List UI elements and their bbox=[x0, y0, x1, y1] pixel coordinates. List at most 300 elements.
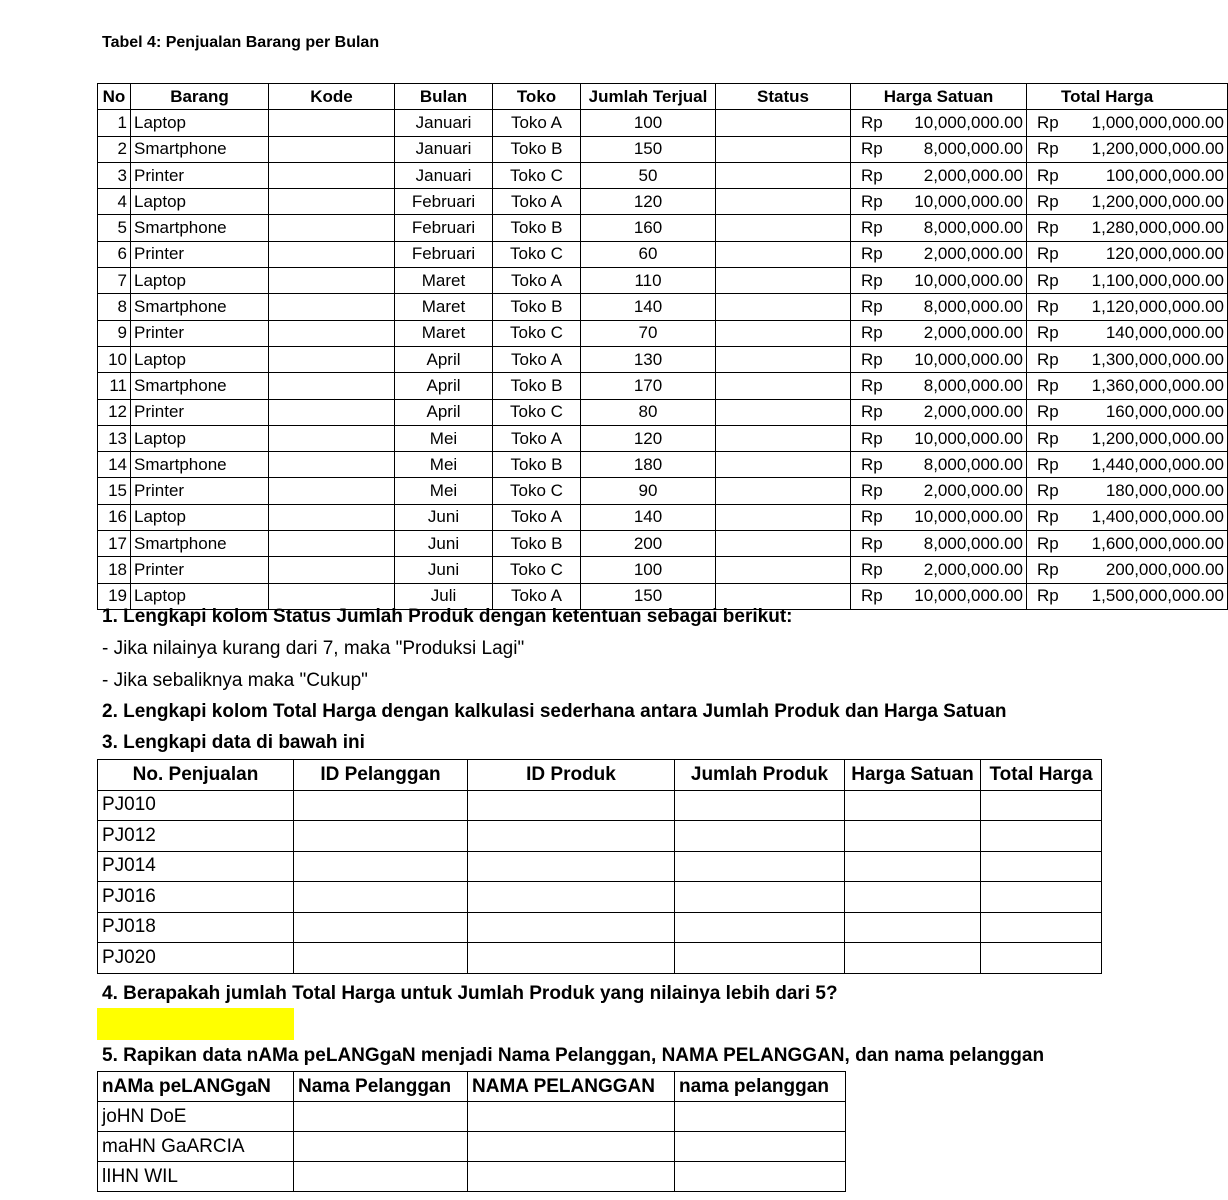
summary-empty-cell[interactable] bbox=[845, 912, 981, 943]
row-no[interactable]: 9 bbox=[98, 320, 131, 346]
summary-row bbox=[98, 943, 1102, 974]
total-harga-value: 1,000,000,000.00 bbox=[1091, 112, 1224, 132]
customer-empty-cell[interactable] bbox=[675, 1162, 846, 1192]
row-no[interactable]: 2 bbox=[98, 136, 131, 162]
row-nama-raw[interactable]: lIHN WIL bbox=[98, 1162, 294, 1192]
harga-satuan-wrap bbox=[861, 139, 1023, 159]
row-bulan[interactable]: Februari bbox=[395, 241, 493, 267]
row-status[interactable] bbox=[716, 320, 851, 346]
row-bulan[interactable]: Februari bbox=[395, 189, 493, 215]
row-status[interactable] bbox=[716, 215, 851, 241]
row-no[interactable]: 7 bbox=[98, 268, 131, 294]
row-status[interactable] bbox=[716, 504, 851, 530]
customer-empty-cell[interactable] bbox=[468, 1102, 675, 1132]
row-jumlah[interactable]: 120 bbox=[581, 189, 716, 215]
row-kode[interactable] bbox=[269, 504, 395, 530]
row-kode[interactable] bbox=[269, 346, 395, 372]
row-status[interactable] bbox=[716, 557, 851, 583]
row-jumlah[interactable]: 160 bbox=[581, 215, 716, 241]
question-2: 2. Lengkapi kolom Total Harga dengan kalkulasi sederhana antara Jumlah Produk dan Harga Satuan bbox=[102, 701, 1007, 722]
row-jumlah[interactable]: 150 bbox=[581, 583, 716, 609]
summary-empty-cell[interactable] bbox=[981, 912, 1102, 943]
row-barang[interactable]: Printer bbox=[131, 162, 269, 188]
row-nama-raw[interactable]: maHN GaARCIA bbox=[98, 1132, 294, 1162]
row-jumlah[interactable]: 200 bbox=[581, 531, 716, 557]
row-bulan[interactable]: Maret bbox=[395, 320, 493, 346]
row-no[interactable]: 15 bbox=[98, 478, 131, 504]
row-no[interactable]: 6 bbox=[98, 241, 131, 267]
customer-empty-cell[interactable] bbox=[675, 1102, 846, 1132]
row-jumlah[interactable]: 80 bbox=[581, 399, 716, 425]
row-bulan[interactable]: Maret bbox=[395, 268, 493, 294]
row-toko[interactable]: Toko B bbox=[493, 452, 581, 478]
summary-header-row bbox=[98, 760, 1102, 791]
row-harga-satuan[interactable] bbox=[851, 531, 1027, 557]
row-toko[interactable]: Toko A bbox=[493, 425, 581, 451]
sales-table-row bbox=[98, 241, 1228, 267]
col-header-no-penjualan: No. Penjualan bbox=[98, 760, 294, 791]
row-total-harga[interactable] bbox=[1027, 399, 1228, 425]
row-status[interactable] bbox=[716, 162, 851, 188]
row-kode[interactable] bbox=[269, 478, 395, 504]
harga-satuan-value: 8,000,000.00 bbox=[923, 454, 1023, 474]
harga-satuan-wrap bbox=[861, 481, 1023, 501]
row-no-penjualan[interactable]: PJ016 bbox=[98, 882, 294, 913]
col-header-status: Status bbox=[716, 84, 851, 110]
row-jumlah[interactable]: 60 bbox=[581, 241, 716, 267]
summary-empty-cell[interactable] bbox=[294, 821, 468, 852]
row-harga-satuan[interactable] bbox=[851, 110, 1027, 136]
harga-satuan-value: 10,000,000.00 bbox=[914, 270, 1023, 290]
summary-empty-cell[interactable] bbox=[981, 882, 1102, 913]
summary-empty-cell[interactable] bbox=[675, 821, 845, 852]
summary-empty-cell[interactable] bbox=[845, 790, 981, 821]
sales-table-row bbox=[98, 215, 1228, 241]
row-no-penjualan[interactable]: PJ020 bbox=[98, 943, 294, 974]
summary-empty-cell[interactable] bbox=[981, 851, 1102, 882]
row-status[interactable] bbox=[716, 110, 851, 136]
customer-empty-cell[interactable] bbox=[294, 1102, 468, 1132]
summary-empty-cell[interactable] bbox=[294, 851, 468, 882]
row-toko[interactable]: Toko C bbox=[493, 399, 581, 425]
harga-satuan-wrap bbox=[861, 166, 1023, 186]
row-toko[interactable]: Toko A bbox=[493, 346, 581, 372]
row-no[interactable]: 3 bbox=[98, 162, 131, 188]
summary-empty-cell[interactable] bbox=[468, 851, 675, 882]
row-total-harga[interactable] bbox=[1027, 425, 1228, 451]
col-header-id-pelanggan: ID Pelanggan bbox=[294, 760, 468, 791]
harga-satuan-value: 8,000,000.00 bbox=[923, 218, 1023, 238]
row-barang[interactable]: Smartphone bbox=[131, 531, 269, 557]
row-toko[interactable]: Toko A bbox=[493, 110, 581, 136]
customer-name-table bbox=[97, 1071, 846, 1192]
row-kode[interactable] bbox=[269, 294, 395, 320]
row-no[interactable]: 8 bbox=[98, 294, 131, 320]
row-total-harga[interactable] bbox=[1027, 583, 1228, 609]
row-barang[interactable]: Smartphone bbox=[131, 373, 269, 399]
row-toko[interactable]: Toko A bbox=[493, 583, 581, 609]
row-toko[interactable]: Toko B bbox=[493, 531, 581, 557]
total-harga-wrap bbox=[1037, 323, 1224, 343]
row-kode[interactable] bbox=[269, 557, 395, 583]
row-barang[interactable]: Laptop bbox=[131, 504, 269, 530]
summary-empty-cell[interactable] bbox=[294, 912, 468, 943]
row-harga-satuan[interactable] bbox=[851, 583, 1027, 609]
row-jumlah[interactable]: 100 bbox=[581, 110, 716, 136]
summary-empty-cell[interactable] bbox=[675, 882, 845, 913]
customer-empty-cell[interactable] bbox=[294, 1132, 468, 1162]
row-no-penjualan[interactable]: PJ012 bbox=[98, 821, 294, 852]
row-toko[interactable]: Toko C bbox=[493, 478, 581, 504]
harga-satuan-value: 10,000,000.00 bbox=[914, 507, 1023, 527]
row-barang[interactable]: Smartphone bbox=[131, 452, 269, 478]
row-no[interactable]: 17 bbox=[98, 531, 131, 557]
harga-satuan-wrap bbox=[861, 192, 1023, 212]
row-barang[interactable]: Smartphone bbox=[131, 215, 269, 241]
row-toko[interactable]: Toko A bbox=[493, 268, 581, 294]
summary-empty-cell[interactable] bbox=[845, 882, 981, 913]
row-toko[interactable]: Toko B bbox=[493, 294, 581, 320]
row-jumlah[interactable]: 140 bbox=[581, 294, 716, 320]
summary-empty-cell[interactable] bbox=[845, 851, 981, 882]
total-harga-value: 180,000,000.00 bbox=[1105, 481, 1224, 501]
currency-label: Rp bbox=[1037, 218, 1059, 238]
total-harga-value: 1,600,000,000.00 bbox=[1091, 533, 1224, 553]
currency-label: Rp bbox=[861, 244, 883, 264]
row-no[interactable]: 11 bbox=[98, 373, 131, 399]
question-1-rule-b: - Jika sebaliknya maka "Cukup" bbox=[102, 670, 368, 691]
row-bulan[interactable]: Mei bbox=[395, 452, 493, 478]
row-toko[interactable]: Toko C bbox=[493, 241, 581, 267]
row-harga-satuan[interactable] bbox=[851, 452, 1027, 478]
summary-row bbox=[98, 790, 1102, 821]
row-barang[interactable]: Printer bbox=[131, 241, 269, 267]
row-harga-satuan[interactable] bbox=[851, 162, 1027, 188]
row-barang[interactable]: Printer bbox=[131, 320, 269, 346]
col-header-jumlah-terjual: Jumlah Terjual bbox=[581, 84, 716, 110]
harga-satuan-value: 2,000,000.00 bbox=[923, 244, 1023, 264]
summary-empty-cell[interactable] bbox=[294, 790, 468, 821]
harga-satuan-wrap bbox=[861, 271, 1023, 291]
summary-empty-cell[interactable] bbox=[845, 943, 981, 974]
row-toko[interactable]: Toko B bbox=[493, 215, 581, 241]
row-harga-satuan[interactable] bbox=[851, 136, 1027, 162]
row-harga-satuan[interactable] bbox=[851, 399, 1027, 425]
total-harga-value: 1,360,000,000.00 bbox=[1091, 375, 1224, 395]
currency-label: Rp bbox=[1037, 191, 1059, 211]
row-kode[interactable] bbox=[269, 425, 395, 451]
summary-empty-cell[interactable] bbox=[981, 821, 1102, 852]
total-harga-wrap bbox=[1037, 350, 1224, 370]
row-total-harga[interactable] bbox=[1027, 162, 1228, 188]
row-no[interactable]: 1 bbox=[98, 110, 131, 136]
customer-row bbox=[98, 1132, 846, 1162]
row-toko[interactable]: Toko C bbox=[493, 320, 581, 346]
harga-satuan-value: 10,000,000.00 bbox=[914, 586, 1023, 606]
row-kode[interactable] bbox=[269, 268, 395, 294]
row-bulan[interactable]: Maret bbox=[395, 294, 493, 320]
row-jumlah[interactable]: 140 bbox=[581, 504, 716, 530]
row-status[interactable] bbox=[716, 346, 851, 372]
sales-table-row bbox=[98, 110, 1228, 136]
summary-empty-cell[interactable] bbox=[675, 912, 845, 943]
row-barang[interactable]: Laptop bbox=[131, 346, 269, 372]
currency-label: Rp bbox=[861, 349, 883, 369]
row-barang[interactable]: Printer bbox=[131, 557, 269, 583]
row-kode[interactable] bbox=[269, 320, 395, 346]
row-barang[interactable]: Laptop bbox=[131, 268, 269, 294]
row-no[interactable]: 12 bbox=[98, 399, 131, 425]
col-header-kode: Kode bbox=[269, 84, 395, 110]
sales-table bbox=[97, 83, 1228, 610]
total-harga-value: 160,000,000.00 bbox=[1105, 402, 1224, 422]
summary-empty-cell[interactable] bbox=[981, 943, 1102, 974]
row-total-harga[interactable] bbox=[1027, 241, 1228, 267]
sales-table-viewport bbox=[97, 83, 1224, 606]
row-status[interactable] bbox=[716, 425, 851, 451]
summary-empty-cell[interactable] bbox=[468, 912, 675, 943]
harga-satuan-wrap bbox=[861, 350, 1023, 370]
row-kode[interactable] bbox=[269, 136, 395, 162]
row-bulan[interactable]: April bbox=[395, 399, 493, 425]
row-harga-satuan[interactable] bbox=[851, 215, 1027, 241]
row-jumlah[interactable]: 50 bbox=[581, 162, 716, 188]
currency-label: Rp bbox=[861, 454, 883, 474]
customer-empty-cell[interactable] bbox=[294, 1162, 468, 1192]
row-bulan[interactable]: Juni bbox=[395, 531, 493, 557]
summary-empty-cell[interactable] bbox=[294, 882, 468, 913]
row-jumlah[interactable]: 150 bbox=[581, 136, 716, 162]
currency-label: Rp bbox=[1037, 375, 1059, 395]
currency-label: Rp bbox=[1037, 112, 1059, 132]
total-harga-value: 140,000,000.00 bbox=[1105, 323, 1224, 343]
row-harga-satuan[interactable] bbox=[851, 373, 1027, 399]
row-harga-satuan[interactable] bbox=[851, 504, 1027, 530]
row-status[interactable] bbox=[716, 136, 851, 162]
col-header-nama-upper: NAMA PELANGGAN bbox=[468, 1072, 675, 1102]
summary-row bbox=[98, 821, 1102, 852]
row-bulan[interactable]: Mei bbox=[395, 478, 493, 504]
customer-row bbox=[98, 1102, 846, 1132]
row-kode[interactable] bbox=[269, 110, 395, 136]
row-harga-satuan[interactable] bbox=[851, 320, 1027, 346]
row-kode[interactable] bbox=[269, 399, 395, 425]
harga-satuan-wrap bbox=[861, 507, 1023, 527]
row-barang[interactable]: Laptop bbox=[131, 189, 269, 215]
harga-satuan-wrap bbox=[861, 113, 1023, 133]
row-total-harga[interactable] bbox=[1027, 531, 1228, 557]
harga-satuan-value: 2,000,000.00 bbox=[923, 481, 1023, 501]
row-status[interactable] bbox=[716, 531, 851, 557]
row-bulan[interactable]: Februari bbox=[395, 215, 493, 241]
summary-empty-cell[interactable] bbox=[468, 790, 675, 821]
sales-table-row bbox=[98, 557, 1228, 583]
row-total-harga[interactable] bbox=[1027, 346, 1228, 372]
row-no[interactable]: 16 bbox=[98, 504, 131, 530]
row-toko[interactable]: Toko B bbox=[493, 136, 581, 162]
row-total-harga[interactable] bbox=[1027, 452, 1228, 478]
row-jumlah[interactable]: 120 bbox=[581, 425, 716, 451]
harga-satuan-value: 2,000,000.00 bbox=[923, 559, 1023, 579]
row-no[interactable]: 5 bbox=[98, 215, 131, 241]
row-no[interactable]: 10 bbox=[98, 346, 131, 372]
row-jumlah[interactable]: 100 bbox=[581, 557, 716, 583]
row-harga-satuan[interactable] bbox=[851, 189, 1027, 215]
row-status[interactable] bbox=[716, 399, 851, 425]
currency-label: Rp bbox=[1037, 139, 1059, 159]
sales-table-row bbox=[98, 399, 1228, 425]
row-kode[interactable] bbox=[269, 189, 395, 215]
currency-label: Rp bbox=[861, 533, 883, 553]
customer-empty-cell[interactable] bbox=[675, 1132, 846, 1162]
col-header-bulan: Bulan bbox=[395, 84, 493, 110]
summary-empty-cell[interactable] bbox=[845, 821, 981, 852]
row-bulan[interactable]: Juli bbox=[395, 583, 493, 609]
row-kode[interactable] bbox=[269, 531, 395, 557]
row-bulan[interactable]: Januari bbox=[395, 110, 493, 136]
row-status[interactable] bbox=[716, 452, 851, 478]
row-jumlah[interactable]: 130 bbox=[581, 346, 716, 372]
row-no-penjualan[interactable]: PJ014 bbox=[98, 851, 294, 882]
row-status[interactable] bbox=[716, 478, 851, 504]
row-no-penjualan[interactable]: PJ010 bbox=[98, 790, 294, 821]
currency-label: Rp bbox=[861, 270, 883, 290]
row-total-harga[interactable] bbox=[1027, 268, 1228, 294]
row-total-harga[interactable] bbox=[1027, 478, 1228, 504]
summary-empty-cell[interactable] bbox=[468, 882, 675, 913]
row-total-harga[interactable] bbox=[1027, 189, 1228, 215]
row-bulan[interactable]: Januari bbox=[395, 162, 493, 188]
total-harga-wrap bbox=[1037, 376, 1224, 396]
row-no-penjualan[interactable]: PJ018 bbox=[98, 912, 294, 943]
total-harga-value: 1,200,000,000.00 bbox=[1091, 428, 1224, 448]
row-toko[interactable]: Toko C bbox=[493, 557, 581, 583]
row-jumlah[interactable]: 110 bbox=[581, 268, 716, 294]
row-total-harga[interactable] bbox=[1027, 136, 1228, 162]
col-header-barang: Barang bbox=[131, 84, 269, 110]
currency-label: Rp bbox=[1037, 454, 1059, 474]
sales-table-row bbox=[98, 162, 1228, 188]
row-jumlah[interactable]: 70 bbox=[581, 320, 716, 346]
customer-empty-cell[interactable] bbox=[468, 1162, 675, 1192]
row-status[interactable] bbox=[716, 268, 851, 294]
row-total-harga[interactable] bbox=[1027, 294, 1228, 320]
row-barang[interactable]: Smartphone bbox=[131, 294, 269, 320]
total-harga-wrap bbox=[1037, 507, 1224, 527]
row-barang[interactable]: Smartphone bbox=[131, 136, 269, 162]
row-harga-satuan[interactable] bbox=[851, 241, 1027, 267]
row-no[interactable]: 19 bbox=[98, 583, 131, 609]
row-status[interactable] bbox=[716, 294, 851, 320]
row-toko[interactable]: Toko C bbox=[493, 162, 581, 188]
row-bulan[interactable]: Juni bbox=[395, 504, 493, 530]
table1-title: Tabel 4: Penjualan Barang per Bulan bbox=[102, 34, 380, 51]
row-harga-satuan[interactable] bbox=[851, 478, 1027, 504]
harga-satuan-value: 10,000,000.00 bbox=[914, 428, 1023, 448]
row-status[interactable] bbox=[716, 373, 851, 399]
row-harga-satuan[interactable] bbox=[851, 557, 1027, 583]
summary-empty-cell[interactable] bbox=[675, 943, 845, 974]
row-harga-satuan[interactable] bbox=[851, 425, 1027, 451]
sales-table-row bbox=[98, 189, 1228, 215]
summary-empty-cell[interactable] bbox=[981, 790, 1102, 821]
row-bulan[interactable]: Januari bbox=[395, 136, 493, 162]
currency-label: Rp bbox=[1037, 270, 1059, 290]
row-toko[interactable]: Toko A bbox=[493, 504, 581, 530]
harga-satuan-wrap bbox=[861, 218, 1023, 238]
total-harga-wrap bbox=[1037, 402, 1224, 422]
row-status[interactable] bbox=[716, 241, 851, 267]
row-toko[interactable]: Toko A bbox=[493, 189, 581, 215]
row-total-harga[interactable] bbox=[1027, 215, 1228, 241]
row-harga-satuan[interactable] bbox=[851, 294, 1027, 320]
row-total-harga[interactable] bbox=[1027, 557, 1228, 583]
total-harga-wrap bbox=[1037, 244, 1224, 264]
customer-empty-cell[interactable] bbox=[468, 1132, 675, 1162]
row-kode[interactable] bbox=[269, 241, 395, 267]
row-no[interactable]: 14 bbox=[98, 452, 131, 478]
row-no[interactable]: 4 bbox=[98, 189, 131, 215]
currency-label: Rp bbox=[861, 297, 883, 317]
col-header-id-produk: ID Produk bbox=[468, 760, 675, 791]
currency-label: Rp bbox=[861, 507, 883, 527]
row-jumlah[interactable]: 90 bbox=[581, 478, 716, 504]
row-barang[interactable]: Printer bbox=[131, 478, 269, 504]
row-kode[interactable] bbox=[269, 215, 395, 241]
row-status[interactable] bbox=[716, 189, 851, 215]
total-harga-value: 1,200,000,000.00 bbox=[1091, 191, 1224, 211]
row-nama-raw[interactable]: joHN DoE bbox=[98, 1102, 294, 1132]
row-barang[interactable]: Laptop bbox=[131, 425, 269, 451]
row-toko[interactable]: Toko B bbox=[493, 373, 581, 399]
col-header-nama-raw: nAMa peLANGgaN bbox=[98, 1072, 294, 1102]
row-total-harga[interactable] bbox=[1027, 504, 1228, 530]
row-barang[interactable]: Laptop bbox=[131, 583, 269, 609]
summary-empty-cell[interactable] bbox=[468, 943, 675, 974]
summary-empty-cell[interactable] bbox=[294, 943, 468, 974]
row-bulan[interactable]: Mei bbox=[395, 425, 493, 451]
row-bulan[interactable]: April bbox=[395, 346, 493, 372]
row-total-harga[interactable] bbox=[1027, 373, 1228, 399]
question-1-rule-a: - Jika nilainya kurang dari 7, maka "Produksi Lagi" bbox=[102, 638, 525, 659]
row-no[interactable]: 13 bbox=[98, 425, 131, 451]
row-no[interactable]: 18 bbox=[98, 557, 131, 583]
summary-empty-cell[interactable] bbox=[675, 851, 845, 882]
row-jumlah[interactable]: 170 bbox=[581, 373, 716, 399]
row-harga-satuan[interactable] bbox=[851, 268, 1027, 294]
row-bulan[interactable]: April bbox=[395, 373, 493, 399]
row-barang[interactable]: Printer bbox=[131, 399, 269, 425]
harga-satuan-value: 2,000,000.00 bbox=[923, 165, 1023, 185]
row-jumlah[interactable]: 180 bbox=[581, 452, 716, 478]
row-harga-satuan[interactable] bbox=[851, 346, 1027, 372]
row-kode[interactable] bbox=[269, 162, 395, 188]
currency-label: Rp bbox=[1037, 559, 1059, 579]
row-bulan[interactable]: Juni bbox=[395, 557, 493, 583]
summary-empty-cell[interactable] bbox=[675, 790, 845, 821]
answer-cell-highlight[interactable] bbox=[97, 1008, 294, 1040]
row-total-harga[interactable] bbox=[1027, 110, 1228, 136]
row-total-harga[interactable] bbox=[1027, 320, 1228, 346]
customer-header-row bbox=[98, 1072, 846, 1102]
row-kode[interactable] bbox=[269, 373, 395, 399]
col-header-total-harga-2: Total Harga bbox=[981, 760, 1102, 791]
summary-empty-cell[interactable] bbox=[468, 821, 675, 852]
row-barang[interactable]: Laptop bbox=[131, 110, 269, 136]
sales-table-row bbox=[98, 136, 1228, 162]
currency-label: Rp bbox=[861, 112, 883, 132]
row-kode[interactable] bbox=[269, 452, 395, 478]
